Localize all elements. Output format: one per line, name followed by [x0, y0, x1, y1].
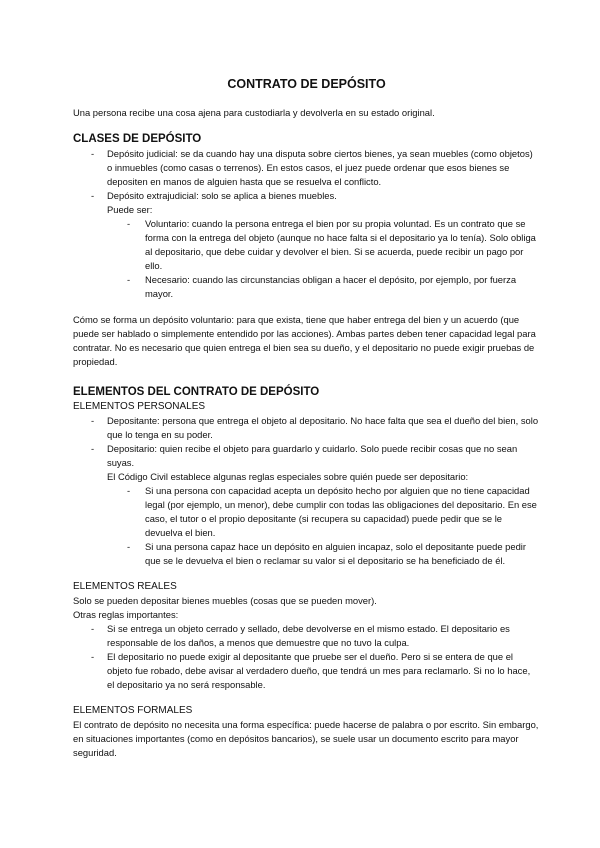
clases-sublist	[73, 217, 540, 301]
reales-list	[73, 622, 540, 692]
document-title: CONTRATO DE DEPÓSITO	[227, 77, 386, 91]
personales-sublist	[73, 484, 540, 568]
puede-ser-label: Puede ser:	[107, 204, 153, 215]
elementos-heading: ELEMENTOS DEL CONTRATO DE DEPÓSITO	[73, 386, 320, 398]
list-item: - Voluntario: cuando la persona entrega el bien por su propia voluntad. Es un contrato que se forma con la entrega del objeto (aunque no hace falta si el depositario ya lo tenía). Solo obliga al depositario, que debe cuidar y devolver el bien. Si se acuerda, puede recibir un pago por ello.	[73, 217, 540, 273]
list-item: - Si se entrega un objeto cerrado y sellado, debe devolverse en el mismo estado. El depositario es responsable de los daños, a menos que demuestre que no tuvo la culpa.	[73, 622, 540, 650]
formales-heading: ELEMENTOS FORMALES	[73, 705, 193, 716]
como-paragraph: Cómo se forma un depósito voluntario: para que exista, tiene que haber entrega del bien y un acuerdo (que puede ser hablado o simplemente entendido por las acciones). Ambas partes deben tener capacidad legal para contratar. No es necesario que quien entrega el bien sea su dueño, y el depositario no puede exigir pruebas de propiedad.	[73, 314, 536, 367]
list-item: - Necesario: cuando las circunstancias obligan a hacer el depósito, por ejemplo, por fuerza mayor.	[73, 273, 540, 301]
list-item: - Si una persona capaz hace un depósito en alguien incapaz, solo el depositante puede pedir que se le devuelva el bien o reclamar su valor si el depositario se ha beneficiado de él.	[73, 540, 540, 568]
reales-text: Solo se pueden depositar bienes muebles (cosas que se pueden mover).	[73, 595, 377, 606]
formales-text: El contrato de depósito no necesita una forma específica: puede hacerse de palabra o por escrito. Sin embargo, en situaciones importantes (como en depósitos bancarios), se suele usar un documento escrito para mayor seguridad.	[73, 719, 539, 758]
otras-reglas-label: Otras reglas importantes:	[73, 609, 179, 620]
intro-paragraph: Una persona recibe una cosa ajena para custodiarla y devolverla en su estado original.	[73, 107, 435, 118]
clases-list	[73, 147, 540, 203]
personales-heading: ELEMENTOS PERSONALES	[73, 401, 206, 412]
reales-heading: ELEMENTOS REALES	[73, 581, 177, 592]
list-item: - Depositante: persona que entrega el objeto al depositario. No hace falta que sea el dueño del bien, solo que lo tenga en su poder.	[73, 414, 540, 442]
list-item: - Depositario: quien recibe el objeto para guardarlo y cuidarlo. Solo puede recibir cosas que no sean suyas.	[73, 442, 540, 470]
clases-heading: CLASES DE DEPÓSITO	[73, 133, 202, 145]
personales-list	[73, 414, 540, 470]
list-item: - El depositario no puede exigir al depositante que pruebe ser el dueño. Pero si se entera de que el objeto fue robado, debe avisar al verdadero dueño, que tendrá un mes para reclamarlo. Si no lo hace, el depositario ya no será responsable.	[73, 650, 540, 692]
list-item: - Depósito judicial: se da cuando hay una disputa sobre ciertos bienes, ya sean muebles (como objetos) o inmuebles (como casas o terrenos). En estos casos, el juez puede ordenar que esos bienes se depositen en manos de alguien hasta que se resuelva el conflicto.	[73, 147, 540, 189]
list-item: - Depósito extrajudicial: solo se aplica a bienes muebles.	[73, 189, 540, 203]
list-item: - Si una persona con capacidad acepta un depósito hecho por alguien que no tiene capacidad legal (por ejemplo, un menor), debe cumplir con todas las obligaciones del depositario. En ese caso, el tutor o el propio depositante (si recupera su capacidad) puede pedir que se le devuelva el bien.	[73, 484, 540, 540]
codigo-civil-line: El Código Civil establece algunas reglas especiales sobre quién puede ser depositario:	[107, 471, 469, 482]
